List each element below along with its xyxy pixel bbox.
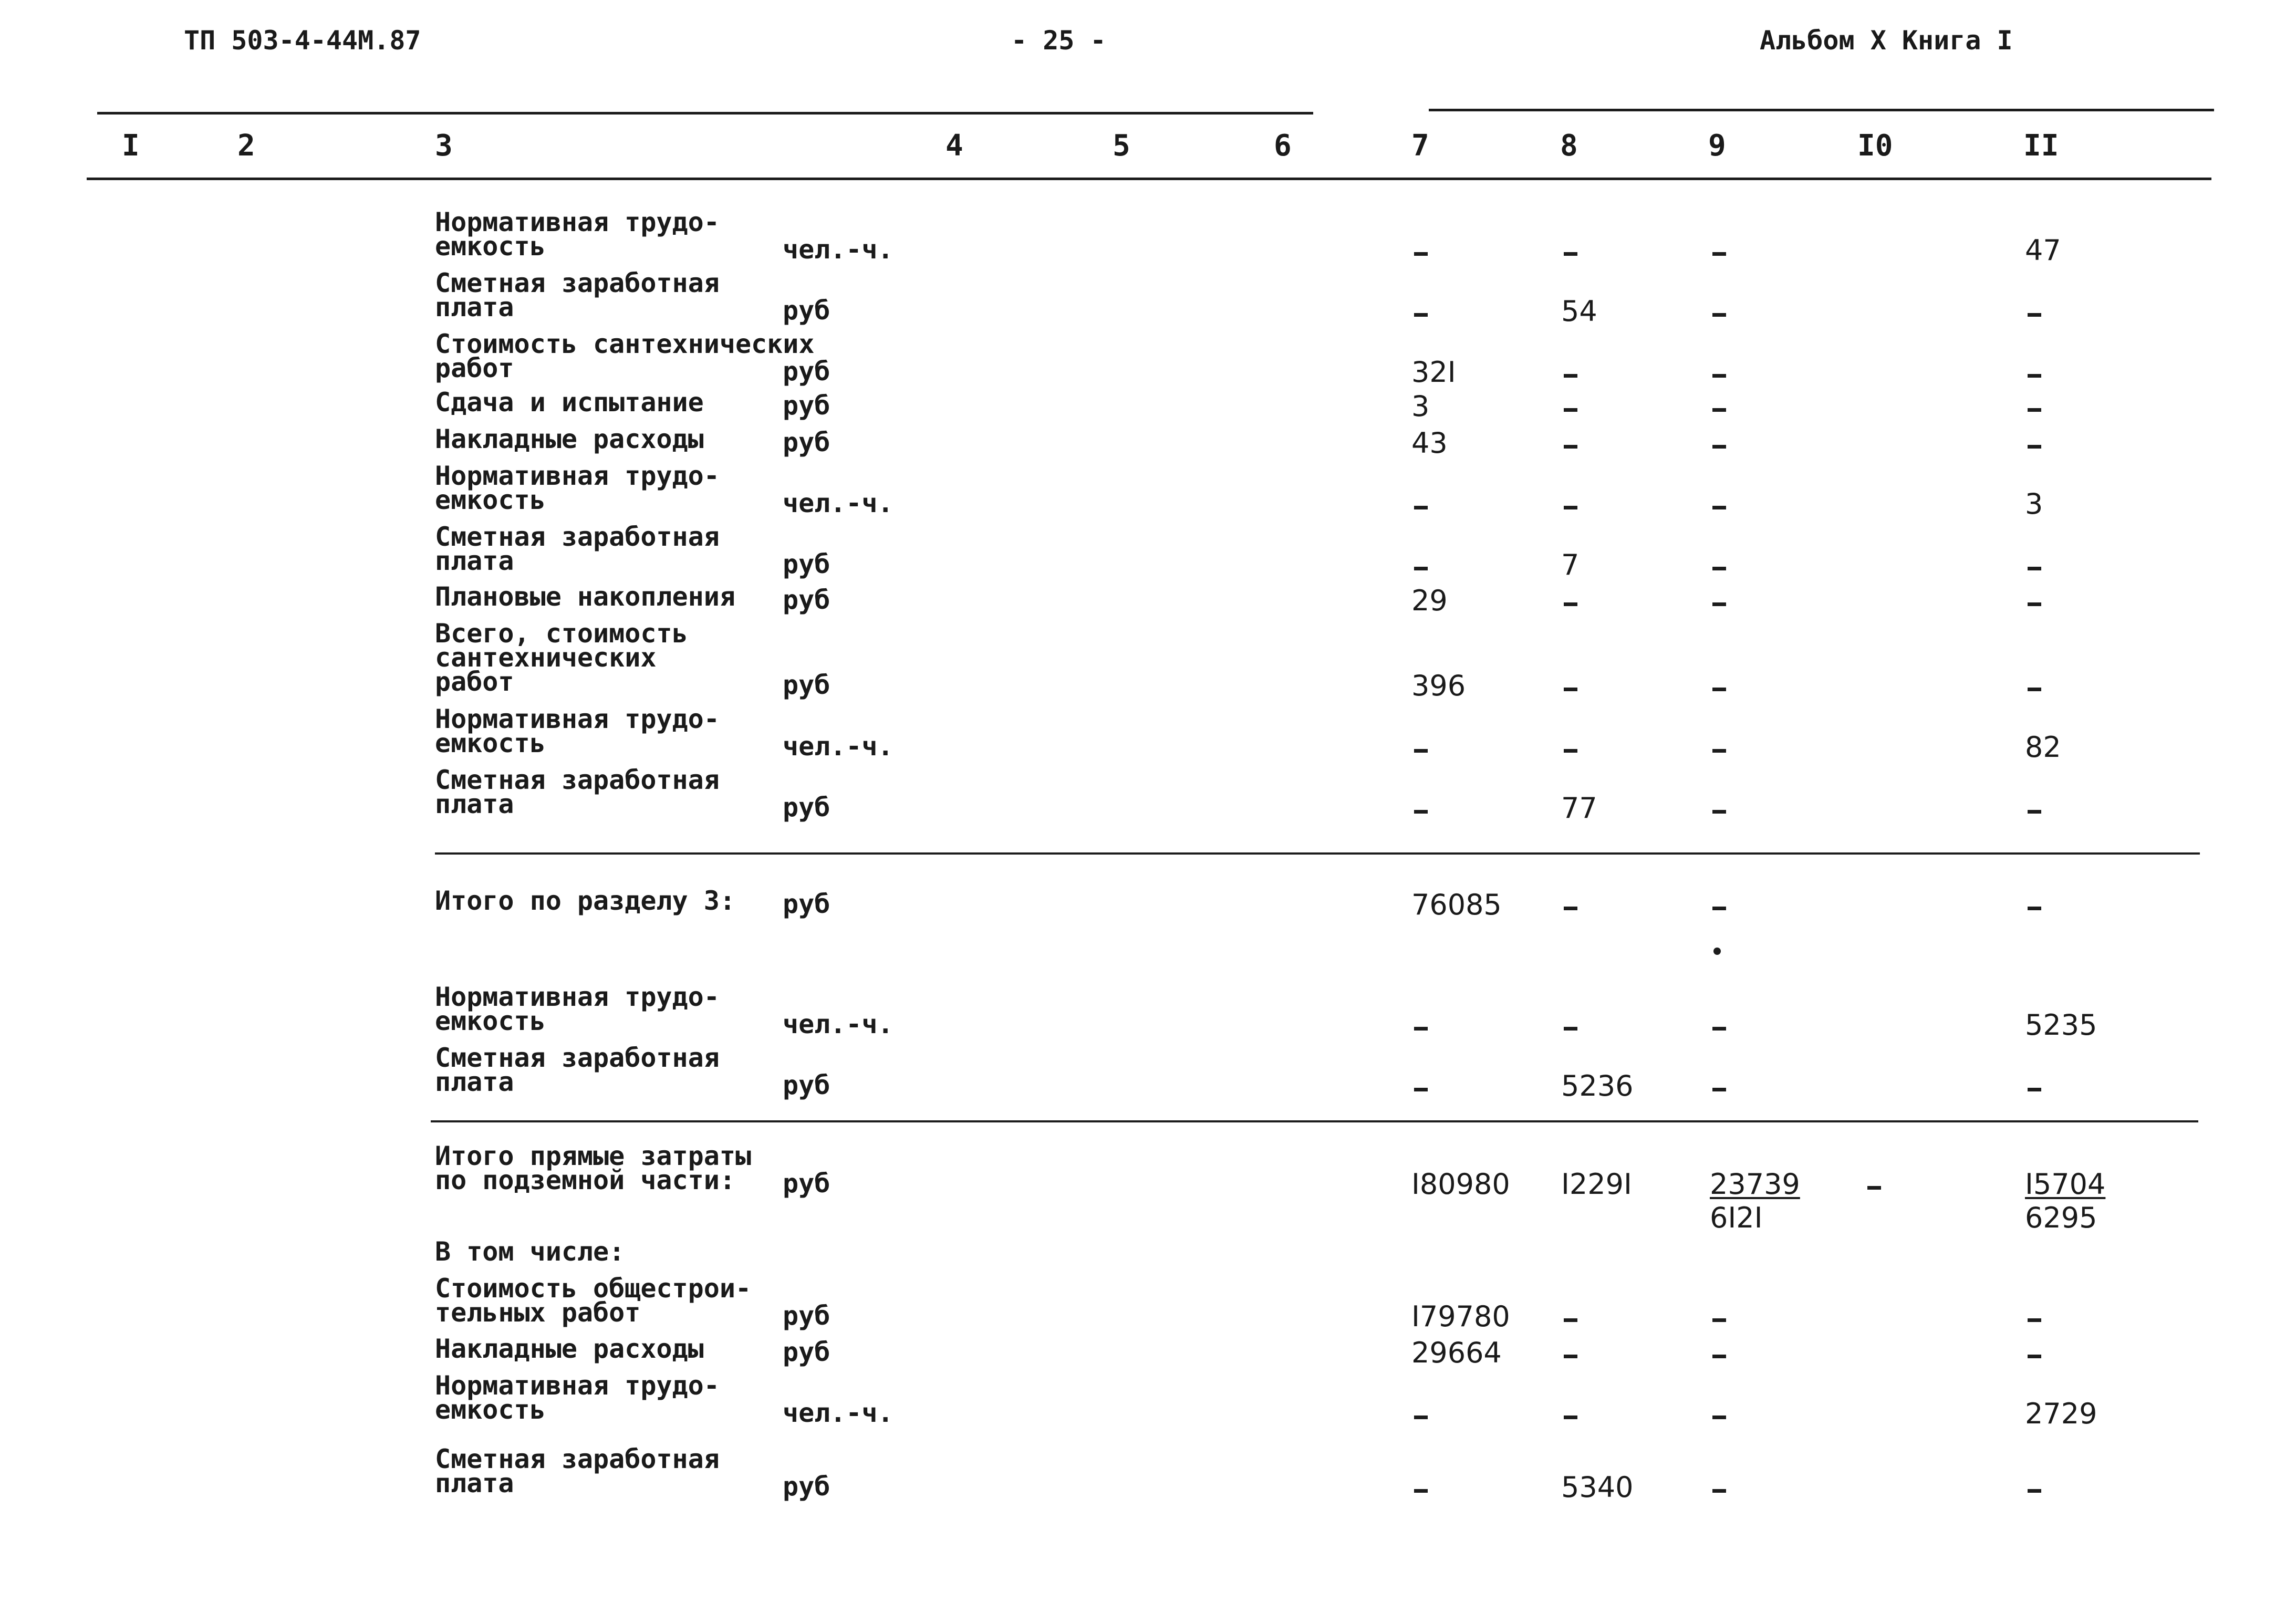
column-number: 7 [1411,129,1429,163]
cell-value-c11: 5235 [2025,1008,2097,1042]
row-unit: руб [783,1300,830,1331]
row-unit: руб [783,427,830,457]
row-label: Нормативная трудо- емкость [435,207,720,262]
dash-mark [1564,749,1577,753]
row-unit: руб [783,390,830,421]
cell-value-c7: 29 [1411,584,1448,617]
row-unit: руб [783,1337,830,1367]
dash-mark [1414,1027,1428,1031]
cell-value-c8: 7 [1561,548,1580,581]
row-label: Сметная заработная плата [435,522,720,576]
dash-mark [2028,445,2041,449]
dash-mark [2028,688,2041,691]
row-label: Нормативная трудо- емкость [435,1370,720,1425]
column-number: 5 [1113,129,1130,163]
row-unit: чел.-ч. [783,488,894,518]
dash-mark [1564,408,1577,412]
row-label: Итого прямые затраты по подземной части: [435,1141,752,1195]
dash-mark [1564,506,1577,509]
dash-mark [1867,1186,1881,1190]
column-number: 6 [1274,129,1292,163]
row-unit: руб [783,356,830,387]
cell-value-c8: 5236 [1561,1069,1634,1102]
dash-mark [2028,313,2041,317]
row-unit: руб [783,889,830,919]
dash-mark [1414,567,1428,570]
row-unit: руб [783,792,830,823]
row-label: Итого по разделу 3: [435,886,735,916]
dash-mark [1564,445,1577,449]
page-number: - 25 - [1011,25,1106,56]
dash-mark [1712,1318,1726,1322]
column-header-rule [87,178,2211,180]
cell-value-c9: 23739 [1710,1168,1800,1201]
row-unit: чел.-ч. [783,234,894,265]
dash-mark [2028,602,2041,606]
dash-mark [1564,1318,1577,1322]
dash-mark [1712,313,1726,317]
row-label: Стоимость общестрои- тельных работ [435,1273,752,1328]
cell-value-c11: 47 [2025,234,2061,267]
column-number: II [2023,129,2059,163]
dash-mark [1564,907,1577,910]
dash-mark [1712,1088,1726,1091]
dash-mark [1712,907,1726,910]
row-unit: чел.-ч. [783,1398,894,1428]
cell-value-c7: 76085 [1411,888,1502,921]
row-unit: руб [783,1070,830,1100]
dash-mark [2028,1318,2041,1322]
document-code: ТП 503-4-44М.87 [184,25,421,56]
dash-mark [1712,445,1726,449]
section-rule [435,852,2200,855]
dash-mark [1564,1416,1577,1419]
column-number: 3 [435,129,453,163]
column-number: 8 [1560,129,1578,163]
dash-mark [1712,1489,1726,1493]
cell-value-c8: 54 [1561,295,1597,328]
row-label: Сдача и испытание [435,387,704,418]
dash-mark [1564,688,1577,691]
dash-mark [1712,749,1726,753]
dash-mark [2028,408,2041,412]
dash-mark [1414,506,1428,509]
top-rule-right [1429,109,2214,111]
cell-value-c7: 43 [1411,426,1448,460]
column-number: I0 [1857,129,1893,163]
cell-value-c11: I5704 [2025,1168,2106,1201]
row-label: В том числе: [435,1236,625,1267]
cell-value-c8: 5340 [1561,1471,1634,1504]
row-label: Сметная заработная плата [435,765,720,819]
row-label: Нормативная трудо- емкость [435,461,720,515]
dash-mark [1564,602,1577,606]
dash-mark [1414,1088,1428,1091]
row-label: Нормативная трудо- емкость [435,982,720,1036]
column-number: 9 [1708,129,1726,163]
dash-mark [1712,1027,1726,1031]
dash-mark [2028,374,2041,378]
dash-mark [1414,313,1428,317]
dash-mark [1414,810,1428,814]
dash-mark [2028,1355,2041,1358]
row-label: Накладные расходы [435,424,704,454]
dash-mark [2028,810,2041,814]
dash-mark [1712,688,1726,691]
top-rule-left [97,112,1313,115]
ink-dot [1713,948,1721,955]
row-label: Стоимость сантехнических работ [435,329,815,383]
cell-value-c8: I229I [1561,1168,1632,1201]
dash-mark [1712,252,1726,256]
cell-value-c7: 29664 [1411,1336,1502,1369]
dash-mark [1712,1355,1726,1358]
row-unit: руб [783,549,830,579]
dash-mark [2028,567,2041,570]
dash-mark [1564,374,1577,378]
dash-mark [1712,1416,1726,1419]
row-unit: руб [783,295,830,326]
row-unit: руб [783,1471,830,1502]
dash-mark [2028,1088,2041,1091]
dash-mark [1564,1027,1577,1031]
cell-value-c11: 3 [2025,487,2043,521]
row-label: Нормативная трудо- емкость [435,704,720,758]
row-unit: чел.-ч. [783,1009,894,1039]
row-unit: руб [783,585,830,615]
column-number: 4 [946,129,963,163]
dash-mark [1712,408,1726,412]
cell-value-c11: 2729 [2025,1397,2097,1430]
dash-mark [1712,810,1726,814]
column-number: 2 [237,129,255,163]
row-label: Накладные расходы [435,1334,704,1364]
dash-mark [1712,602,1726,606]
cell-value-c9-denominator: 6I2I [1710,1201,1763,1234]
row-label: Всего, стоимость сантехнических работ [435,618,688,697]
cell-value-c7: I79780 [1411,1300,1510,1333]
dash-mark [2028,1489,2041,1493]
dash-mark [2028,907,2041,910]
dash-mark [1712,567,1726,570]
column-number: I [122,129,140,163]
dash-mark [1414,1489,1428,1493]
dash-mark [1414,749,1428,753]
cell-value-c11: 82 [2025,731,2061,764]
row-label: Сметная заработная плата [435,268,720,322]
dash-mark [1414,252,1428,256]
cell-value-c7: 32I [1411,356,1456,389]
album-book-label: Альбом X Книга I [1760,25,2013,56]
row-unit: руб [783,670,830,700]
cell-value-c7: I80980 [1411,1168,1510,1201]
row-label: Сметная заработная плата [435,1444,720,1498]
cell-value-c7: 396 [1411,669,1466,702]
section-rule [431,1120,2198,1122]
dash-mark [1414,1416,1428,1419]
cell-value-c7: 3 [1411,390,1430,423]
dash-mark [1564,1355,1577,1358]
cell-value-c11-denominator: 6295 [2025,1201,2097,1234]
dash-mark [1564,252,1577,256]
dash-mark [1712,506,1726,509]
row-label: Сметная заработная плата [435,1043,720,1097]
dash-mark [1712,374,1726,378]
row-unit: чел.-ч. [783,731,894,762]
row-unit: руб [783,1168,830,1199]
cell-value-c8: 77 [1561,792,1597,825]
row-label: Плановые накопления [435,581,735,612]
